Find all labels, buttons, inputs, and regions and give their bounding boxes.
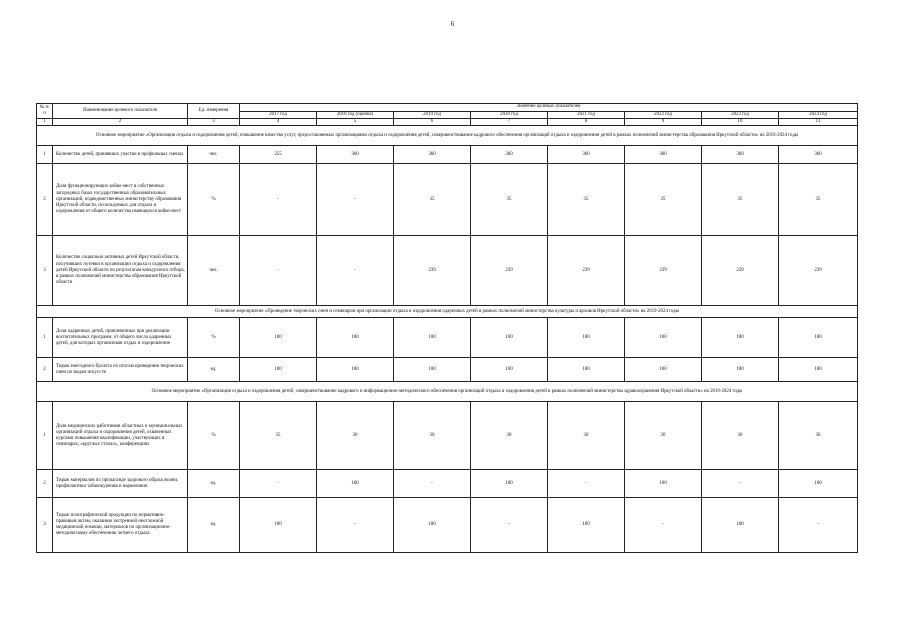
target-indicators-table [36, 103, 858, 553]
indicator-value: 360 [625, 146, 702, 164]
unit-of-measure: ед. [188, 498, 240, 553]
header-year: 2018 год (оценка) [317, 112, 394, 119]
header-unit: Ед. измерения [188, 104, 240, 119]
table-row [37, 318, 858, 358]
indicator-value: 30 [471, 402, 548, 470]
indicator-value: 100 [394, 498, 471, 553]
indicator-value: - [394, 470, 471, 498]
indicator-value: - [317, 164, 394, 236]
unit-of-measure: % [188, 164, 240, 236]
indicator-value: 100 [779, 470, 858, 498]
section-title: Основное мероприятие «Организация отдыха и оздоровления детей, повышение качества услуг, предоставляемых организациями отдыха и оздоровления детей, совершенствование кадрового обеспечения организаций отдыха и оздоровления детей в рамках полномочий министерства образования Иркутской области» на 2019-2024 годы [37, 126, 858, 146]
indicator-value: 100 [317, 470, 394, 498]
column-number: 9 [625, 119, 702, 126]
column-number: 3 [188, 119, 240, 126]
indicator-value: 30 [317, 402, 394, 470]
indicator-value: 35 [471, 164, 548, 236]
indicator-value: - [317, 236, 394, 306]
indicator-value: 360 [548, 146, 625, 164]
indicator-value: 35 [240, 402, 317, 470]
row-number: 1 [37, 146, 53, 164]
row-number: 3 [37, 236, 53, 306]
indicator-value: 35 [779, 164, 858, 236]
table-row [37, 146, 858, 164]
indicator-value: 100 [471, 318, 548, 358]
indicator-value: 35 [702, 164, 779, 236]
column-number: 10 [702, 119, 779, 126]
table-row [37, 498, 858, 553]
header-year: 2024 год [779, 112, 858, 119]
row-number: 2 [37, 164, 53, 236]
indicator-value: 239 [702, 236, 779, 306]
unit-of-measure: ед. [188, 358, 240, 382]
table-row [37, 358, 858, 382]
indicator-value: - [240, 470, 317, 498]
indicator-name: Доля одаренных детей, привлеченных при реализации воспитательных программ, от общего числа одаренных детей, для которых организован отдых и оздоровление [53, 318, 188, 358]
header-year: 2019 год [394, 112, 471, 119]
indicator-value: - [240, 164, 317, 236]
header-values: Значение целевых показателей [240, 104, 858, 112]
indicator-value: 239 [548, 236, 625, 306]
header-year: 2020 год [471, 112, 548, 119]
indicator-value: 100 [548, 318, 625, 358]
header-year: 2022 год [625, 112, 702, 119]
indicator-value: 255 [240, 146, 317, 164]
indicator-name: Доля медицинских работников областных и муниципальных организаций отдыха и оздоровления детей, охваченных курсами повышения квалификации, участвующих в семинарах, «круглых столах», конференциях [53, 402, 188, 470]
column-number: 2 [53, 119, 188, 126]
indicator-value: 35 [548, 164, 625, 236]
table-row [37, 236, 858, 306]
indicator-name: Тираж материалов по пропаганде здорового образа жизни, профилактики табакокурения и наркомании [53, 470, 188, 498]
indicator-value: 100 [702, 358, 779, 382]
row-number: 3 [37, 498, 53, 553]
indicator-value: - [702, 470, 779, 498]
table-row [37, 402, 858, 470]
indicator-value: 239 [625, 236, 702, 306]
indicator-value: - [471, 498, 548, 553]
indicator-value: 100 [548, 498, 625, 553]
indicator-value: - [779, 498, 858, 553]
indicator-value: 239 [471, 236, 548, 306]
indicator-value: 35 [625, 164, 702, 236]
indicator-value: 100 [471, 358, 548, 382]
table-row [37, 470, 858, 498]
table-row [37, 164, 858, 236]
row-number: 2 [37, 358, 53, 382]
header-num: № п/п [37, 104, 53, 119]
row-number: 1 [37, 402, 53, 470]
indicator-value: - [548, 470, 625, 498]
column-number: 7 [471, 119, 548, 126]
indicator-value: 100 [317, 318, 394, 358]
indicator-value: 100 [240, 318, 317, 358]
indicator-value: 239 [394, 236, 471, 306]
indicator-value: 100 [317, 358, 394, 382]
indicator-value: 100 [779, 318, 858, 358]
indicator-value: 35 [394, 164, 471, 236]
header-year: 2017 год [240, 112, 317, 119]
unit-of-measure: % [188, 318, 240, 358]
section-title: Основное мероприятие «Организация отдыха и оздоровления детей, совершенствование кадрового и информационно-методического обеспечения организаций отдыха и оздоровления детей в рамках полномочий министерства здравоохранения Иркутской области» на 2019-2024 годы [37, 382, 858, 402]
unit-of-measure: ед. [188, 470, 240, 498]
indicator-value: 100 [240, 358, 317, 382]
header-year: 2023 год [702, 112, 779, 119]
indicator-value: 100 [702, 498, 779, 553]
indicator-value: - [240, 236, 317, 306]
indicator-value: 100 [625, 318, 702, 358]
indicator-name: Количество детей, принявших участие в профильных сменах [53, 146, 188, 164]
row-number: 1 [37, 318, 53, 358]
indicator-value: 100 [548, 358, 625, 382]
column-number: 5 [317, 119, 394, 126]
indicator-value: 30 [779, 402, 858, 470]
indicator-value: 100 [394, 318, 471, 358]
unit-of-measure: чел. [188, 146, 240, 164]
indicator-value: 100 [394, 358, 471, 382]
indicator-name: Тираж полиграфической продукции по нормативно-правовым актам, оказанию экстренной неотложной медицинской помощи, материалов по организационно-методическому обеспечению летнего отдыха [53, 498, 188, 553]
column-number: 11 [779, 119, 858, 126]
indicator-value: 30 [702, 402, 779, 470]
page-number: 6 [450, 20, 455, 28]
indicator-name: Тираж ежегодного буклета по итогам проведения творческих смен по видам искусств [53, 358, 188, 382]
indicator-name: Количество социально активных детей Иркутской области, получивших путевки в организации отдыха и оздоровления детей Иркутской области по результатам конкурсного отбора, в рамках полномочий министерства образования Иркутской области [53, 236, 188, 306]
indicator-value: 360 [394, 146, 471, 164]
section-title: Основное мероприятие «Проведение творческих смен и семинаров при организации отдыха и оздоровления одаренных детей в рамках полномочий министерства культуры и архивов Иркутской области» на 2019-2024 годы [37, 306, 858, 318]
header-year: 2021 год [548, 112, 625, 119]
indicator-value: - [317, 498, 394, 553]
column-number: 4 [240, 119, 317, 126]
indicator-value: - [625, 498, 702, 553]
header-name: Наименование целевого показателя [53, 104, 188, 119]
indicator-value: 100 [240, 498, 317, 553]
indicator-value: 100 [625, 470, 702, 498]
indicator-name: Доля функционирующих койко-мест в собственных загородных базах государственных образовательных организаций, подведомственных министерству образования Иркутской области, используемых для отдыха и оздоровления от общего количества имеющихся койко-мест [53, 164, 188, 236]
indicator-value: 100 [625, 358, 702, 382]
indicator-value: 100 [779, 358, 858, 382]
indicator-value: 360 [317, 146, 394, 164]
indicator-value: 30 [548, 402, 625, 470]
column-number: 8 [548, 119, 625, 126]
column-number: 6 [394, 119, 471, 126]
indicator-value: 360 [471, 146, 548, 164]
indicator-value: 100 [471, 470, 548, 498]
indicator-value: 30 [625, 402, 702, 470]
indicator-value: 30 [394, 402, 471, 470]
indicator-value: 360 [779, 146, 858, 164]
indicator-value: 100 [702, 318, 779, 358]
indicator-value: 239 [779, 236, 858, 306]
indicator-value: 360 [702, 146, 779, 164]
unit-of-measure: чел. [188, 236, 240, 306]
column-number: 1 [37, 119, 53, 126]
unit-of-measure: % [188, 402, 240, 470]
row-number: 2 [37, 470, 53, 498]
